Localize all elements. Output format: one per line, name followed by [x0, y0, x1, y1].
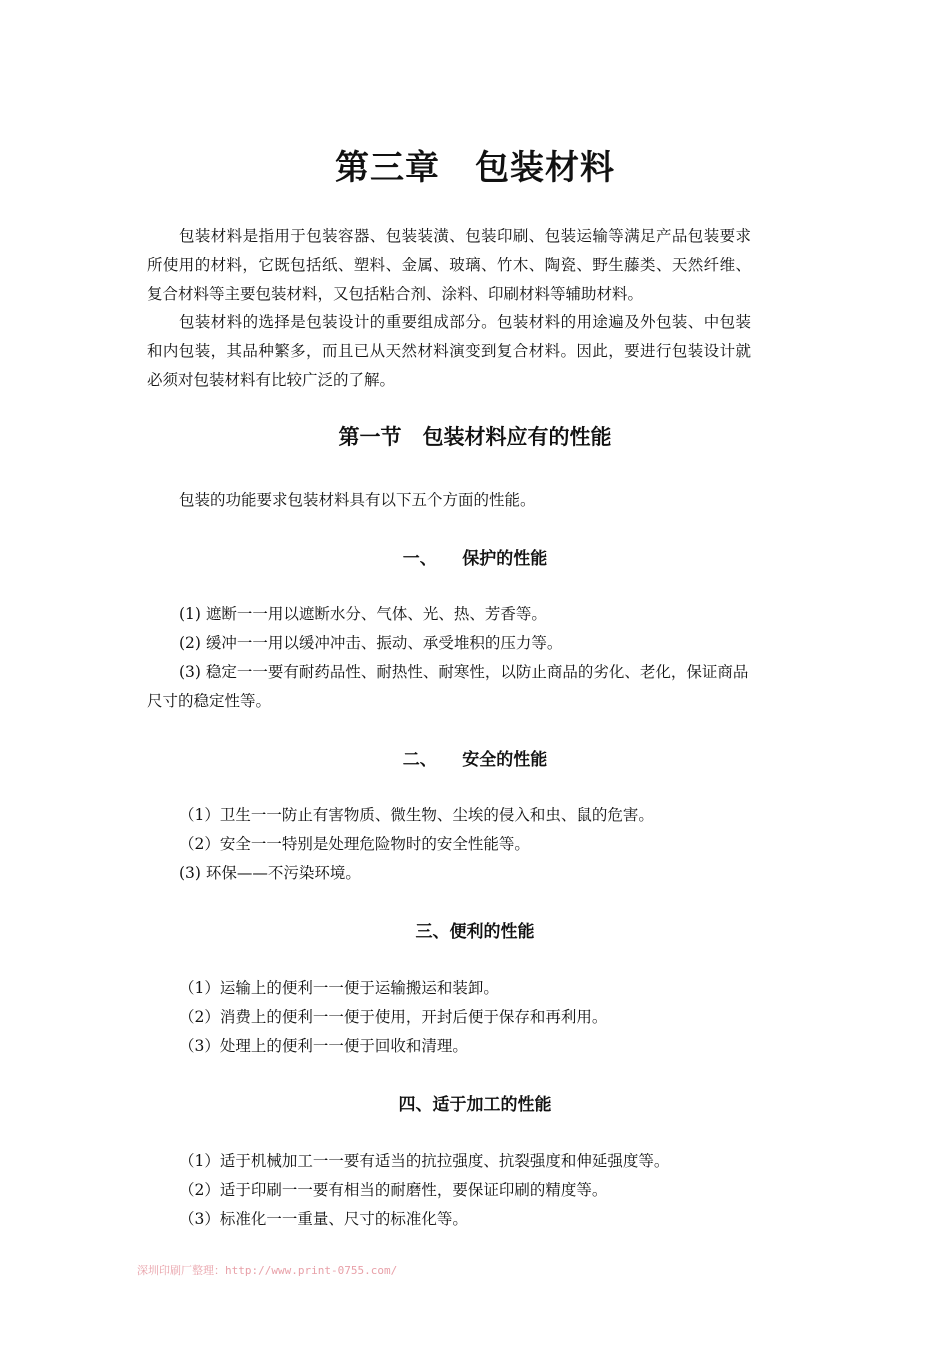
subsection-title-processing: 四、适于加工的性能 [398, 1095, 552, 1115]
subsection-title-convenience: 三、便利的性能 [415, 922, 535, 942]
list-item: （1）运输上的便利一一便于运输搬运和装卸。 [179, 979, 499, 997]
list-item: (3) 稳定一一要有耐药品性、耐热性、耐寒性，以防止商品的劣化、老化，保证商品尺寸的稳定性等。 [147, 663, 749, 710]
list-item: （1）卫生一一防止有害物质、微生物、尘埃的侵入和虫、鼠的危害。 [179, 806, 654, 824]
section-lead: 包装的功能要求包装材料具有以下五个方面的性能。 [179, 491, 536, 509]
watermark-text: 深圳印刷厂整理：http://www.print-0755.com/ [137, 1264, 398, 1277]
list-item: （2）安全一一特别是处理危险物时的安全性能等。 [179, 835, 530, 853]
list-item: （1）适于机械加工一一要有适当的抗拉强度、抗裂强度和伸延强度等。 [179, 1152, 670, 1170]
intro-paragraph-1: 包装材料是指用于包装容器、包装装潢、包装印刷、包装运输等满足产品包装要求所使用的材料，它既包括纸、塑料、金属、玻璃、竹木、陶瓷、野生藤类、天然纤维、复合材料等主要包装材料，又包括粘合剂、涂料、印刷材料等辅助材料。 [147, 227, 751, 303]
list-item: （2）适于印刷一一要有相当的耐磨性，要保证印刷的精度等。 [179, 1181, 608, 1199]
subsection-title-protection: 一、 保护的性能 [402, 549, 548, 569]
list-item: (2) 缓冲一一用以缓冲冲击、振动、承受堆积的压力等。 [179, 634, 563, 652]
chapter-title: 第三章 包装材料 [335, 148, 615, 188]
list-item: （2）消费上的便利一一便于使用，开封后便于保存和再利用。 [179, 1008, 608, 1026]
section-title: 第一节 包装材料应有的性能 [338, 425, 612, 449]
list-item: （3）处理上的便利一一便于回收和清理。 [179, 1037, 468, 1055]
subsection-title-safety: 二、 安全的性能 [402, 750, 548, 770]
intro-paragraph-2: 包装材料的选择是包装设计的重要组成部分。包装材料的用途遍及外包装、中包装和内包装，其品种繁多，而且已从天然材料演变到复合材料。因此，要进行包装设计就必须对包装材料有比较广泛的了解。 [147, 313, 751, 389]
list-item: (3) 环保——不污染环境。 [179, 864, 361, 882]
list-item: （3）标准化一一重量、尺寸的标准化等。 [179, 1210, 468, 1228]
list-item: (1) 遮断一一用以遮断水分、气体、光、热、芳香等。 [179, 605, 547, 623]
